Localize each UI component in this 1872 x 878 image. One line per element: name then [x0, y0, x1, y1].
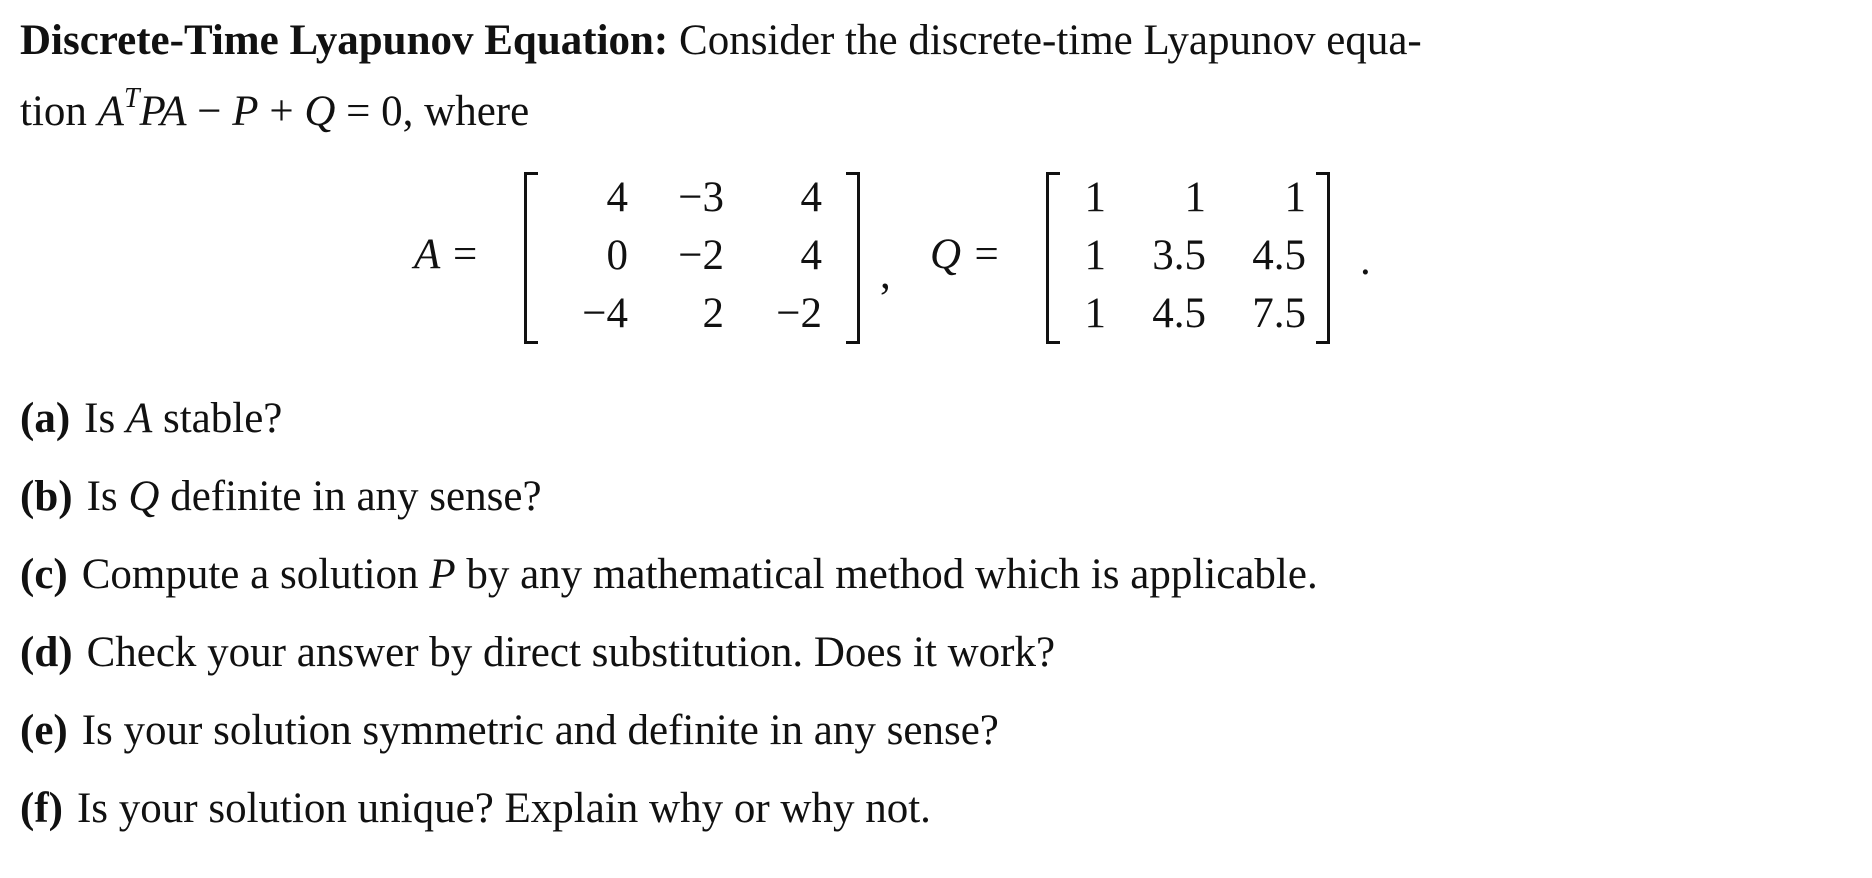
matrix-q-left-bracket	[1046, 172, 1060, 344]
matrix-a-cell: −2	[776, 289, 822, 337]
question-text: Is your solution unique? Explain why or why not.	[76, 785, 931, 832]
problem-heading: Discrete-Time Lyapunov Equation:	[20, 17, 669, 64]
matrix-a-cell: 4	[800, 173, 822, 221]
problem-intro	[20, 12, 1780, 141]
matrix-q-cell: 1	[1084, 231, 1106, 279]
matrix-q-cell: 7.5	[1252, 289, 1306, 337]
matrix-a-left-bracket	[524, 172, 538, 344]
matrix-q-right-bracket	[1316, 172, 1330, 344]
matrix-a-cell: −3	[678, 173, 724, 221]
question-text-tail: by any mathematical method which is applicable.	[455, 551, 1318, 598]
matrix-q-cell: 1	[1084, 173, 1106, 221]
matrix-a-right-bracket	[846, 172, 860, 344]
question-label: (f)	[20, 785, 63, 832]
question-label: (a)	[20, 395, 71, 442]
eq-equals-zero: = 0,	[335, 88, 414, 135]
eq-plus: +	[258, 88, 305, 135]
question-item	[20, 698, 1780, 776]
matrix-q-cell: 4.5	[1152, 289, 1206, 337]
question-list	[20, 386, 1780, 854]
matrix-display	[0, 168, 1872, 348]
question-text: Is your solution symmetric and definite in any sense?	[81, 707, 999, 754]
question-text-tail: definite in any sense?	[159, 473, 542, 520]
matrix-a-cell: 4	[606, 173, 628, 221]
intro-text-3: where	[424, 88, 530, 135]
question-text-tail: stable?	[152, 395, 283, 442]
question-label: (c)	[20, 551, 68, 598]
question-symbol: Q	[128, 473, 160, 520]
question-text: Check your answer by direct substitution. Does it work?	[86, 629, 1056, 676]
matrix-q-cell: 1	[1084, 289, 1106, 337]
matrix-a-cell: −4	[582, 289, 628, 337]
question-symbol: P	[429, 551, 456, 598]
question-label: (e)	[20, 707, 68, 754]
intro-text-1: Consider the discrete-time Lyapunov equa-	[679, 17, 1422, 64]
question-item	[20, 620, 1780, 698]
matrix-a-cell: 2	[702, 289, 724, 337]
question-item	[20, 776, 1780, 854]
matrix-q-cell: 1	[1284, 173, 1306, 221]
intro-text-2: tion	[20, 88, 87, 135]
question-item	[20, 464, 1780, 542]
question-label: (b)	[20, 473, 73, 520]
question-item	[20, 386, 1780, 464]
matrix-a	[552, 168, 822, 342]
matrix-q-label: Q =	[930, 231, 1001, 278]
matrix-q-cell: 4.5	[1252, 231, 1306, 279]
intro-line-1	[20, 12, 1780, 70]
matrix-separator: ,	[880, 251, 891, 298]
lyapunov-equation	[97, 83, 414, 135]
matrix-q	[1068, 168, 1306, 342]
question-symbol: A	[125, 395, 153, 442]
eq-transpose: T	[123, 83, 140, 114]
question-text: Compute a solution	[81, 551, 430, 598]
question-label: (d)	[20, 629, 73, 676]
matrix-terminator: .	[1360, 237, 1371, 284]
question-text: Is	[86, 473, 129, 520]
matrix-q-cell: 3.5	[1152, 231, 1206, 279]
matrix-a-cell: −2	[678, 231, 724, 279]
eq-symbol-pa: PA	[139, 88, 187, 135]
eq-symbol-p: P	[232, 88, 259, 135]
eq-symbol-a: A	[97, 88, 124, 135]
question-item	[20, 542, 1780, 620]
intro-line-2	[20, 70, 1780, 141]
matrix-a-cell: 4	[800, 231, 822, 279]
matrix-a-cell: 0	[606, 231, 628, 279]
eq-minus: −	[186, 88, 233, 135]
matrix-q-cell: 1	[1184, 173, 1206, 221]
question-text: Is	[84, 395, 126, 442]
matrix-a-label: A =	[414, 231, 480, 278]
eq-symbol-q: Q	[304, 88, 336, 135]
